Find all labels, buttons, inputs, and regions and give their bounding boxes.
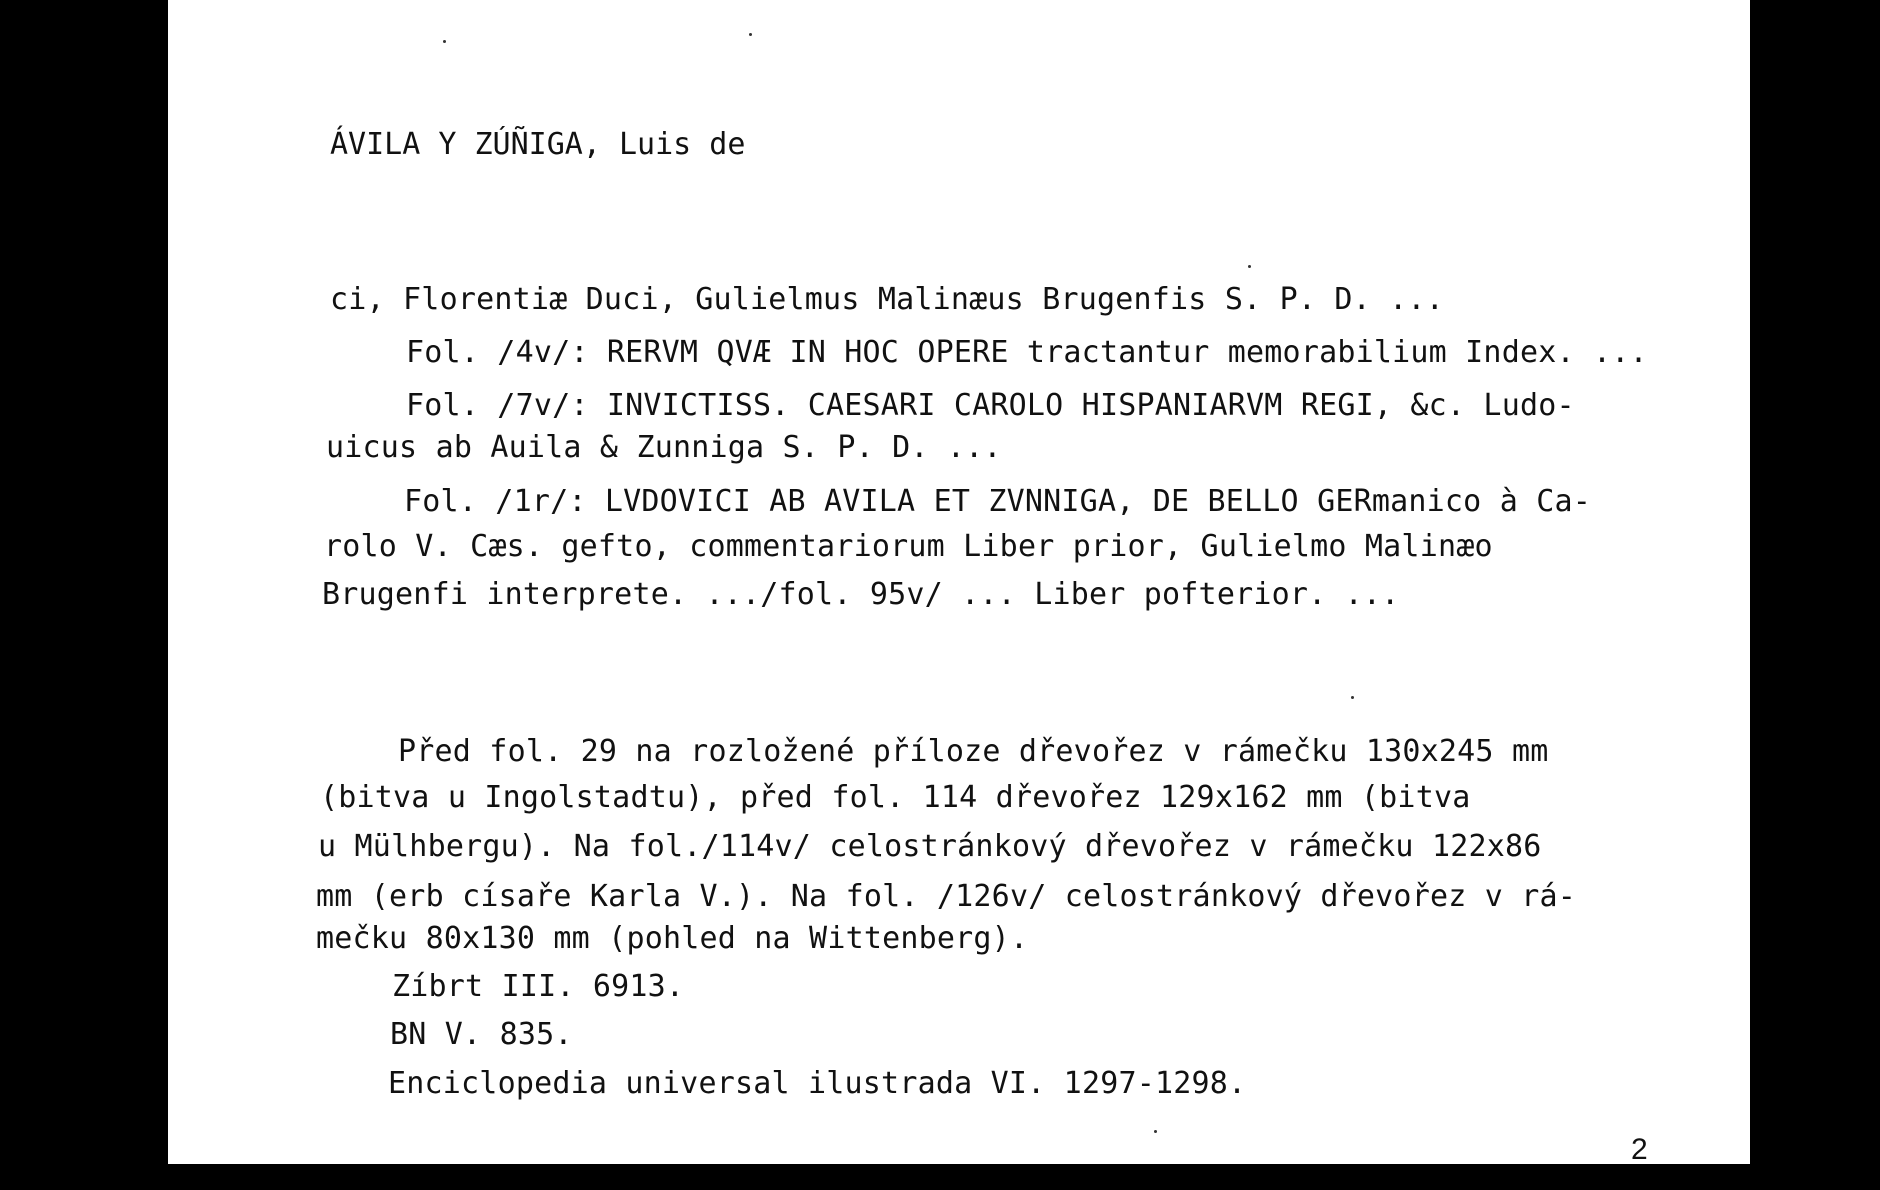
page-number: 2 [1631, 1133, 1648, 1166]
dust-speck [1248, 265, 1251, 268]
notes-line: Před fol. 29 na rozložené příloze dřevořez v rámečku 130x245 mm [398, 734, 1549, 769]
description-line: Fol. /4v/: RERVM QVÆ IN HOC OPERE tractantur memorabilium Index. ... [406, 335, 1648, 370]
description-line: uicus ab Auila & Zunniga S. P. D. ... [326, 430, 1002, 465]
description-line: rolo V. Cæs. gefto, commentariorum Liber prior, Gulielmo Malinæo [324, 529, 1493, 564]
notes-line: u Mülhbergu). Na fol./114v/ celostránkový dřevořez v rámečku 122x86 [318, 829, 1542, 864]
dust-speck [1351, 696, 1354, 699]
description-line: Fol. /7v/: INVICTISS. CAESARI CAROLO HISPANIARVM REGI, &c. Ludo- [406, 388, 1575, 423]
notes-line: (bitva u Ingolstadtu), před fol. 114 dřevořez 129x162 mm (bitva [320, 780, 1471, 815]
notes-line: mm (erb císaře Karla V.). Na fol. /126v/ celostránkový dřevořez v rá- [316, 879, 1577, 914]
dust-speck [1154, 1130, 1157, 1133]
dust-speck [443, 40, 446, 43]
card-heading: ÁVILA Y ZÚÑIGA, Luis de [330, 127, 746, 162]
reference-line: Enciclopedia universal ilustrada VI. 1297-1298. [388, 1066, 1247, 1101]
dust-speck [749, 33, 752, 36]
notes-line: mečku 80x130 mm (pohled na Wittenberg). [316, 921, 1029, 956]
catalog-card [168, 0, 1750, 1164]
description-line: Fol. /1r/: LVDOVICI AB AVILA ET ZVNNIGA, DE BELLO GERmanico à Ca- [404, 484, 1591, 519]
description-line: Brugenfi interprete. .../fol. 95v/ ... Liber pofterior. ... [322, 577, 1400, 612]
reference-line: Zíbrt III. 6913. [392, 969, 685, 1004]
reference-line: BN V. 835. [390, 1017, 573, 1052]
description-line: ci, Florentiæ Duci, Gulielmus Malinæus Brugenfis S. P. D. ... [330, 282, 1444, 317]
